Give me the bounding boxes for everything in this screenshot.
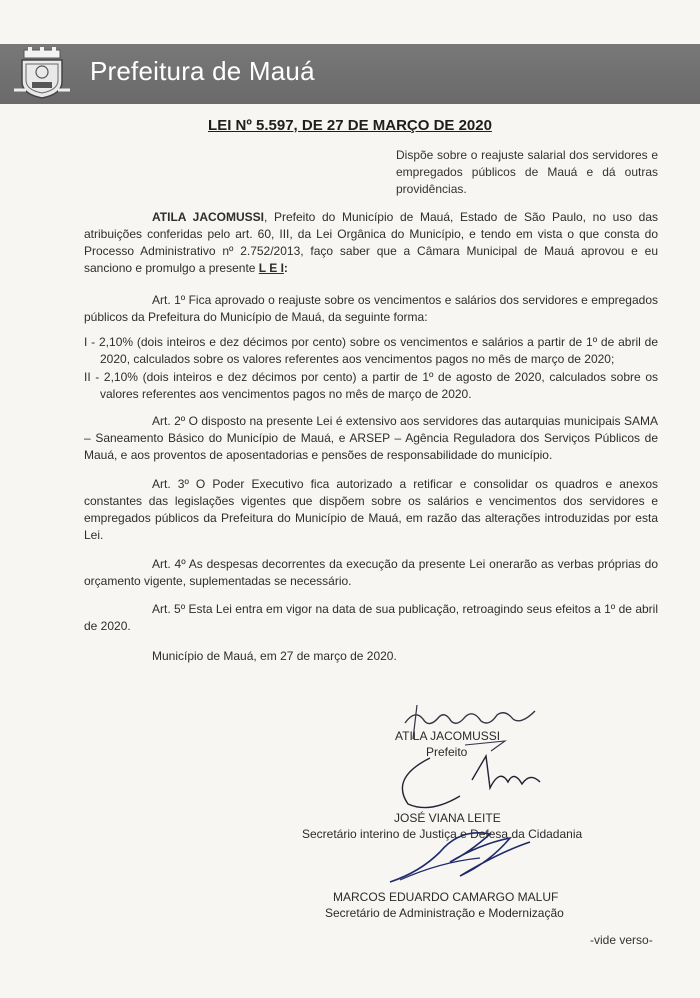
header-title: Prefeitura de Mauá xyxy=(90,56,315,86)
article-1: Art. 1º Fica aprovado o reajuste sobre os vencimentos e salários dos servidores e empregados públicos da Prefeitura do Município de Mauá, da seguinte forma: xyxy=(84,293,658,324)
item-i-text: I - 2,10% (dois inteiros e dez décimos por cento) sobre os vencimentos e salários a partir de 1º de abril de 2020, calculados sobre os valores referentes aos vencimentos pagos no mês de março de 2020; xyxy=(84,335,658,366)
article-2: Art. 2º O disposto na presente Lei é extensivo aos servidores das autarquias municipais SAMA – Saneamento Básico do Município de Mauá, e ARSEP – Agência Reguladora dos Serviços Públicos de Mauá, e aos proventos de aposentadorias e pensões de responsabilidade do município. xyxy=(84,414,658,462)
law-ementa: Dispõe sobre o reajuste salarial dos servidores e empregados públicos de Mauá e dá outras providências. xyxy=(396,148,658,196)
signature-role-2: Secretário interino de Justiça e Defesa da Cidadania xyxy=(302,827,583,841)
preamble-lei: L E I xyxy=(258,261,284,275)
signature-role-3: Secretário de Administração e Modernização xyxy=(325,906,564,920)
article-4: Art. 4º As despesas decorrentes da execução da presente Lei onerarão as verbas próprias do orçamento vigente, suplementadas se necessário. xyxy=(84,557,658,588)
signature-name-1: ATILA JACOMUSSI xyxy=(395,729,501,743)
article-5: Art. 5º Esta Lei entra em vigor na data de sua publicação, retroagindo seus efeitos a 1º de abril de 2020. xyxy=(84,602,658,633)
preamble-name: ATILA JACOMUSSI xyxy=(152,210,264,224)
maua-crest-logo xyxy=(12,46,72,102)
signature-name-2: JOSÉ VIANA LEITE xyxy=(394,811,501,825)
item-ii xyxy=(84,369,658,403)
signature-name-3: MARCOS EDUARDO CAMARGO MALUF xyxy=(333,890,559,904)
preamble-paragraph xyxy=(84,209,658,277)
law-title: LEI Nº 5.597, DE 27 DE MARÇO DE 2020 xyxy=(208,117,492,134)
signature-mark-prefeito xyxy=(395,695,545,755)
item-ii-text: II - 2,10% (dois inteiros e dez décimos por cento) a partir de 1º de agosto de 2020, calculados sobre os valores referentes aos vencimentos pagos no mês de março de 2020. xyxy=(84,370,658,401)
signature-mark-secretario-justica xyxy=(390,748,560,818)
signature-role-1: Prefeito xyxy=(426,745,468,759)
item-i xyxy=(84,334,658,368)
preamble-end: : xyxy=(283,261,288,275)
vide-verso-note: -vide verso- xyxy=(590,933,653,947)
preamble-text: , Prefeito do Município de Mauá, Estado de São Paulo, no uso das atribuições conferidas pelo art. 60, III, da Lei Orgânica do Município, e tendo em vista o que consta do Processo Administrativo nº 2.752/2013, faço saber que a Câmara Municipal de Mauá aprovou e eu sanciono e promulgo a presente xyxy=(84,210,658,275)
article-3: Art. 3º O Poder Executivo fica autorizado a retificar e consolidar os quadros e anexos constantes das legislações vigentes que dispõem sobre os salários e vencimentos dos servidores e empregados públicos da Prefeitura do Município de Mauá, em razão das alterações introduzidas por esta Lei. xyxy=(84,477,658,542)
place-date: Município de Mauá, em 27 de março de 2020. xyxy=(152,649,397,663)
